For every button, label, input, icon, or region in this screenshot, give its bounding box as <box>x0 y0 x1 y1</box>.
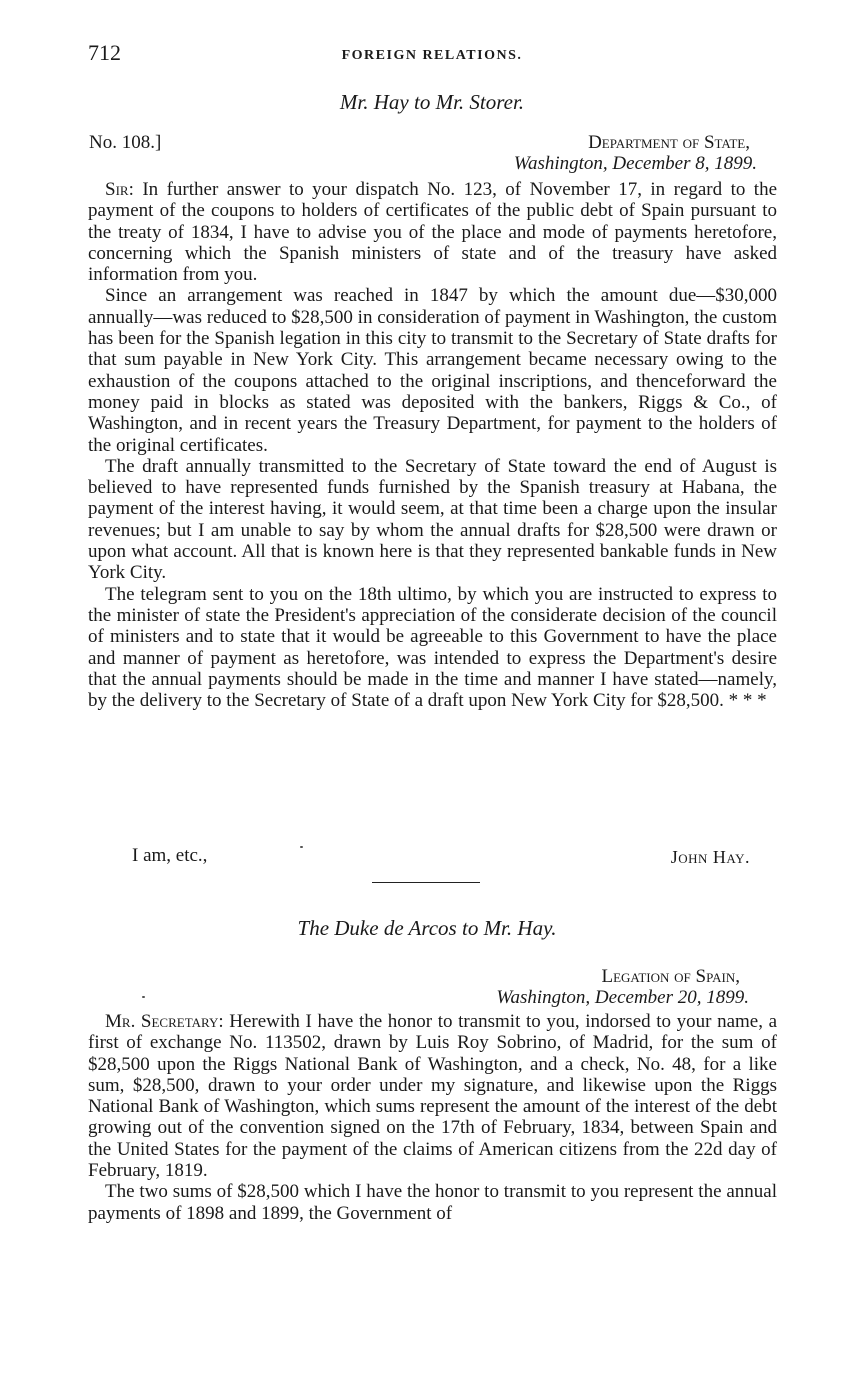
letter1-signature: John Hay. <box>670 847 750 867</box>
print-speck <box>300 846 303 848</box>
letter2-paragraph-2: The two sums of $28,500 which I have the honor to transmit to you represent the annual payments of 1898 and 1899, the Government of <box>88 1181 777 1224</box>
section-divider <box>372 882 480 883</box>
letter2-paragraph-1-text: Herewith I have the honor to transmit to you, indorsed to your name, a first of exchange No. 113502, drawn by Luis Roy Sobrino, of Madrid, for the sum of $28,500 upon the Riggs National Bank of Washington, and a check, No. 48, for a like sum, $28,500, drawn to your order under my signature, and likewise upon the Riggs National Bank of Washington, which sums represent the amount of the interest of the debt growing out of the convention signed on the 17th of February, 1834, between Spain and the United States for the payment of the claims of American citizens from the 22d day of February, 1819. <box>88 1011 777 1182</box>
letter1-place-date: Washington, December 8, 1899. <box>513 153 757 174</box>
letter2-place-date: Washington, December 20, 1899. <box>496 987 749 1008</box>
running-head: FOREIGN RELATIONS. <box>341 48 523 63</box>
letter1-department: Department of State, <box>588 132 750 153</box>
letter1-paragraph-3: The draft annually transmitted to the Secretary of State toward the end of August is believed to have represented funds furnished by the Spanish treasury at Habana, the payment of the interest having, it would seem, at that time been a charge upon the insular revenues; but I am unable to say by whom the annual drafts for $28,500 were drawn or upon what account. All that is known here is that they represented bankable funds in New York City. <box>88 455 777 584</box>
letter1-paragraph-1 <box>88 179 777 285</box>
letter1-number: No. 108.] <box>89 132 162 153</box>
page-number: 712 <box>88 40 121 65</box>
letter2-title: The Duke de Arcos to Mr. Hay. <box>297 916 557 940</box>
letter1-paragraph-4: The telegram sent to you on the 18th ultimo, by which you are instructed to express to the minister of state the President's appreciation of the considerate decision of the council of ministers and to state that it would be agreeable to this Government to have the place and manner of payment as heretofore, was intended to express the Department's desire that the annual payments should be made in the time and manner I have stated—namely, by the delivery to the Secretary of State of a draft upon New York City for $28,500. * * * <box>88 583 777 712</box>
letter1-closing: I am, etc., <box>132 845 208 866</box>
letter2-body <box>88 1011 777 1224</box>
letter1-body <box>88 179 777 711</box>
letter1-paragraph-2: Since an arrangement was reached in 1847 by which the amount due—$30,000 annually—was reduced to $28,500 in consideration of payment in Washington, the custom has been for the Spanish legation in this city to transmit to the Secretary of State drafts for that sum payable in New York City. This arrangement became necessary owing to the exhaustion of the coupons attached to the original inscriptions, and thenceforward the money paid in blocks as stated was deposited with the bankers, Riggs & Co., of Washington, and in recent years the Treasury Department, for payment to the holders of the original certificates. <box>88 285 777 456</box>
letter1-paragraph-1-text: In further answer to your dispatch No. 123, of November 17, in regard to the payment of the coupons to holders of certificates of the public debt of Spain pursuant to the treaty of 1834, I have to advise you of the place and mode of payments heretofore, concerning which the Spanish ministers of state and of the treasury have asked information from you. <box>88 179 778 286</box>
print-speck <box>142 996 145 998</box>
letter2-paragraph-1 <box>88 1011 777 1181</box>
letter2-salutation: Mr. Secretary: <box>105 1011 224 1032</box>
letter2-legation: Legation of Spain, <box>601 966 740 987</box>
letter1-salutation: Sir: <box>105 179 134 200</box>
letter1-title: Mr. Hay to Mr. Storer. <box>339 90 525 114</box>
